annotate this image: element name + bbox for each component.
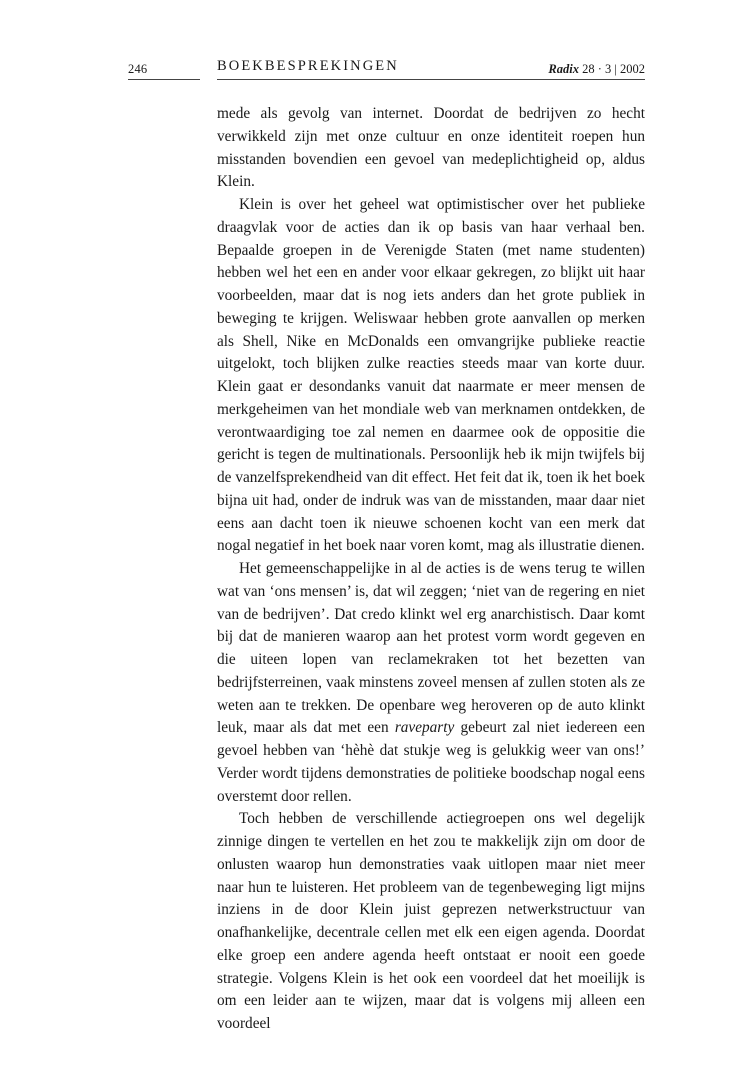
header-rule-main: [217, 79, 645, 80]
header-rule-left: [128, 79, 200, 80]
page-number: 246: [128, 62, 148, 76]
paragraph-1: mede als gevolg van internet. Doordat de bedrijven zo hecht verwikkeld zijn met onze cultuur en onze identiteit roepen hun misstanden bovendien een gevoel van medeplichtigheid op, aldus Klein.: [217, 105, 645, 191]
emphasis-raveparty: raveparty: [394, 719, 455, 737]
paragraph-4: Toch hebben de verschillende actiegroepen ons wel degelijk zinnige dingen te vertellen en het zou te makkelijk zijn om door de onlusten waarop hun demonstraties vaak uitlopen maar niet meer naar hun te luisteren. Het probleem van de tegenbeweging ligt mijns inziens in de door Klein juist geprezen netwerkstructuur van onafhankelijke, decentrale cellen met elk een eigen agenda. Doordat elke groep een andere agenda heeft ontstaat er nooit een goede strategie. Volgens Klein is het ook een voordeel dat het moeilijk is om een leider aan te wijzen, maar dat is volgens mij alleen een voordeel: [217, 810, 645, 1032]
paragraph-2: Klein is over het geheel wat optimistischer over het publieke draagvlak voor de acties dan ik op basis van haar verhaal ben. Bepaalde groepen in de Verenigde Staten (met name studenten) hebben wel het een en ander voor elkaar gekregen, zo blijkt uit haar voorbeelden, maar dat is nog iets anders dan het grote publiek in beweging te krijgen. Weliswaar hebben grote aanvallen op merken als Shell, Nike en McDonalds een omvangrijke publieke reactie uitgelokt, toch blijken zulke reacties steeds maar van korte duur. Klein gaat er desondanks vanuit dat naarmate er meer mensen de merkgeheimen van het mondiale web van merknamen ontdekken, de verontwaardiging toe zal nemen en daarmee ook de oppositie die gericht is tegen de multinationals. Persoonlijk heb ik mijn twijfels bij de vanzelfsprekendheid van dit effect. Het feit dat ik, toen ik het boek bijna uit had, onder de indruk was van de misstanden, maar daar niet eens aan dacht toen ik nieuwe schoenen kocht van een merk dat nogal negatief in het boek naar voren komt, mag als illustratie dienen.: [217, 196, 645, 555]
section-title: BOEKBESPREKINGEN: [217, 58, 399, 74]
body-text: [217, 103, 645, 1036]
paragraph-3-part-2: gebeurt zal niet iedereen een gevoel hebben van ‘hèhè dat stukje weg is gelukkig weer van ons!’ Verder wordt tijdens demonstraties de politieke boodschap nogal eens overstemt door rellen.: [217, 719, 646, 805]
paragraph-3: [217, 558, 645, 808]
journal-issue: 28 · 3 | 2002: [582, 62, 645, 76]
paragraph-3-part-1: Het gemeenschappelijke in al de acties is de wens terug te willen wat van ‘ons mensen’ is, dat wil zeggen; ‘niet van de regering en niet van de bedrijven’. Dat credo klinkt wel erg anarchistisch. Daar komt bij dat de manieren waarop aan het protest vorm wordt gegeven en die uiteen lopen van reclamekraken tot het bezetten van bedrijfsterreinen, vaak minstens zoveel mensen af zullen stoten als ze weten aan te trekken. De openbare weg heroveren op de auto klinkt leuk, maar als dat met een: [217, 560, 645, 737]
journal-name: Radix: [548, 62, 579, 76]
journal-reference: [548, 62, 645, 77]
